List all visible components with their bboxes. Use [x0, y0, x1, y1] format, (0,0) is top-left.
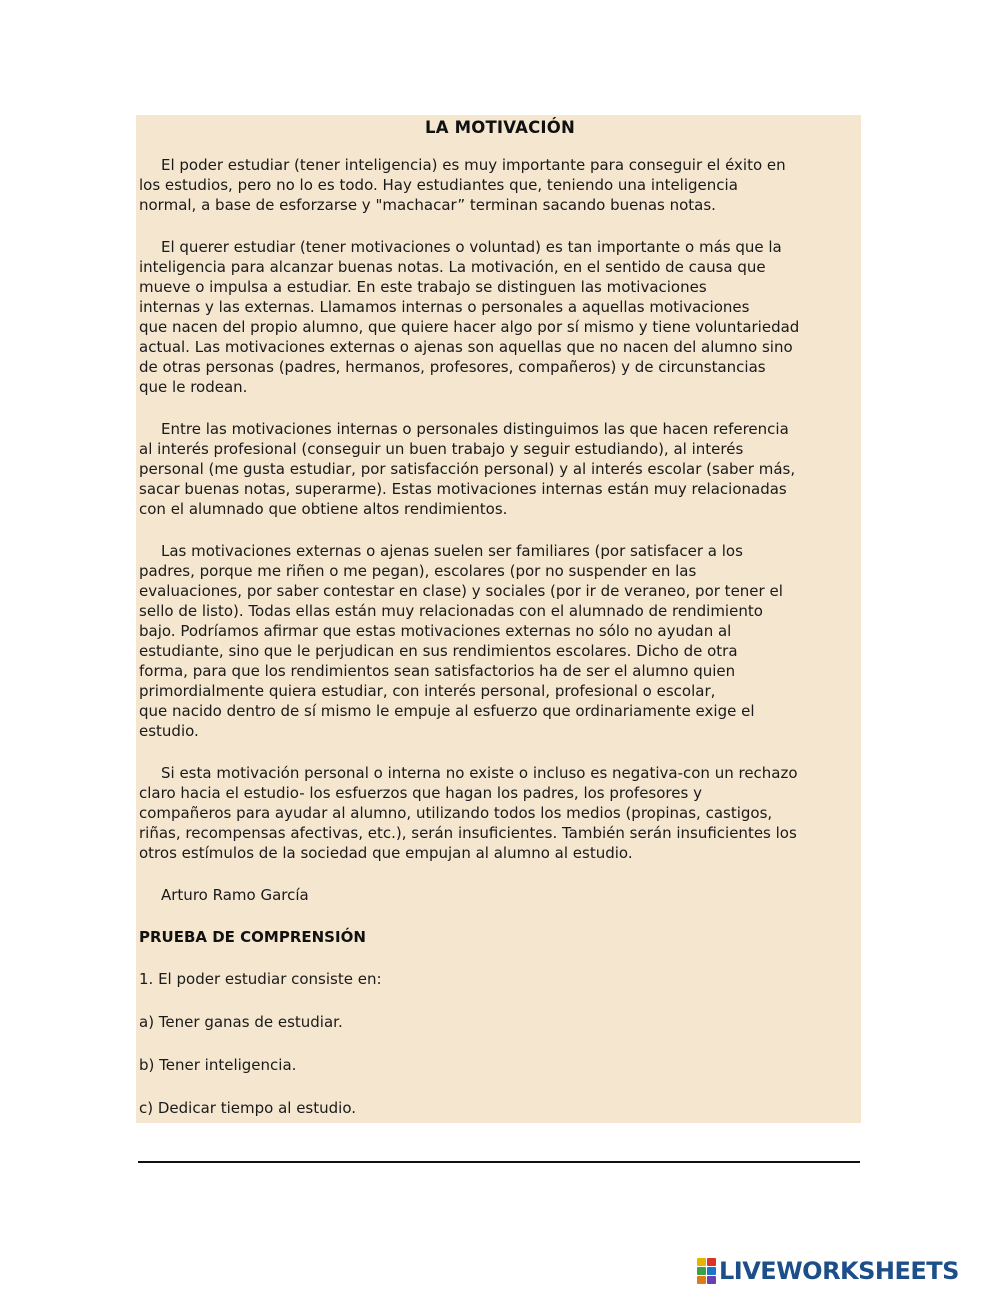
paragraph-line: El poder estudiar (tener inteligencia) es muy importante para conseguir el éxito en	[161, 156, 786, 174]
logo-text: LIVEWORKSHEETS	[719, 1257, 959, 1285]
quiz-option-b: b) Tener inteligencia.	[139, 1056, 297, 1074]
logo-mark-icon	[697, 1258, 716, 1284]
paragraph-line: estudio.	[139, 722, 199, 740]
logo-tile	[707, 1276, 716, 1284]
paragraph	[139, 419, 861, 519]
paragraph-line: primordialmente quiera estudiar, con interés personal, profesional o escolar,	[139, 682, 716, 700]
document-body	[139, 155, 861, 863]
paragraph-line: compañeros para ayudar al alumno, utilizando todos los medios (propinas, castigos,	[139, 804, 773, 822]
paragraph-line: Si esta motivación personal o interna no existe o incluso es negativa-con un rechazo	[161, 764, 798, 782]
logo-tile	[697, 1267, 706, 1275]
paragraph-line: al interés profesional (conseguir un buen trabajo y seguir estudiando), al interés	[139, 440, 744, 458]
paragraph-line: estudiante, sino que le perjudican en sus rendimientos escolares. Dicho de otra	[139, 642, 738, 660]
answer-line[interactable]	[138, 1161, 860, 1163]
worksheet-panel	[136, 115, 861, 1123]
logo-tile	[697, 1258, 706, 1266]
author-name: Arturo Ramo García	[161, 886, 309, 904]
paragraph-line: Entre las motivaciones internas o personales distinguimos las que hacen referencia	[161, 420, 789, 438]
document-title: LA MOTIVACIÓN	[425, 118, 575, 137]
paragraph-line: que le rodean.	[139, 378, 248, 396]
paragraph-line: forma, para que los rendimientos sean satisfactorios ha de ser el alumno quien	[139, 662, 736, 680]
paragraph-line: normal, a base de esforzarse y "machacar” terminan sacando buenas notas.	[139, 196, 716, 214]
paragraph-line: evaluaciones, por saber contestar en clase) y sociales (por ir de veraneo, por tener el	[139, 582, 783, 600]
paragraph	[139, 541, 861, 741]
paragraph-line: inteligencia para alcanzar buenas notas. La motivación, en el sentido de causa que	[139, 258, 766, 276]
paragraph-line: que nacen del propio alumno, que quiere hacer algo por sí mismo y tiene voluntariedad	[139, 318, 800, 336]
quiz-option-a: a) Tener ganas de estudiar.	[139, 1013, 343, 1031]
paragraph-line: padres, porque me riñen o me pegan), escolares (por no suspender en las	[139, 562, 697, 580]
paragraph-line: otros estímulos de la sociedad que empujan al alumno al estudio.	[139, 844, 633, 862]
logo-tile	[697, 1276, 706, 1284]
paragraph	[139, 237, 861, 397]
paragraph	[139, 155, 861, 215]
paragraph-line: riñas, recompensas afectivas, etc.), serán insuficientes. También serán insuficientes los	[139, 824, 797, 842]
logo-tile	[707, 1258, 716, 1266]
paragraph	[139, 763, 861, 863]
paragraph-line: internas y las externas. Llamamos internas o personales a aquellas motivaciones	[139, 298, 750, 316]
paragraph-line: mueve o impulsa a estudiar. En este trabajo se distinguen las motivaciones	[139, 278, 707, 296]
paragraph-line: los estudios, pero no lo es todo. Hay estudiantes que, teniendo una inteligencia	[139, 176, 738, 194]
quiz-title: PRUEBA DE COMPRENSIÓN	[139, 928, 366, 946]
paragraph-line: que nacido dentro de sí mismo le empuje al esfuerzo que ordinariamente exige el	[139, 702, 755, 720]
paragraph-line: sacar buenas notas, superarme). Estas motivaciones internas están muy relacionadas	[139, 480, 787, 498]
paragraph-line: personal (me gusta estudiar, por satisfacción personal) y al interés escolar (saber más,	[139, 460, 796, 478]
logo-tile	[707, 1267, 716, 1275]
paragraph-line: bajo. Podríamos afirmar que estas motivaciones externas no sólo no ayudan al	[139, 622, 732, 640]
quiz-question: 1. El poder estudiar consiste en:	[139, 970, 382, 988]
liveworksheets-logo	[697, 1258, 959, 1284]
paragraph-line: de otras personas (padres, hermanos, profesores, compañeros) y de circunstancias	[139, 358, 766, 376]
paragraph-line: El querer estudiar (tener motivaciones o voluntad) es tan importante o más que la	[161, 238, 782, 256]
paragraph-line: con el alumnado que obtiene altos rendimientos.	[139, 500, 508, 518]
paragraph-line: actual. Las motivaciones externas o ajenas son aquellas que no nacen del alumno sino	[139, 338, 793, 356]
paragraph-line: claro hacia el estudio- los esfuerzos que hagan los padres, los profesores y	[139, 784, 702, 802]
paragraph-line: sello de listo). Todas ellas están muy relacionadas con el alumnado de rendimiento	[139, 602, 763, 620]
quiz-option-c: c) Dedicar tiempo al estudio.	[139, 1099, 356, 1117]
paragraph-line: Las motivaciones externas o ajenas suelen ser familiares (por satisfacer a los	[161, 542, 743, 560]
